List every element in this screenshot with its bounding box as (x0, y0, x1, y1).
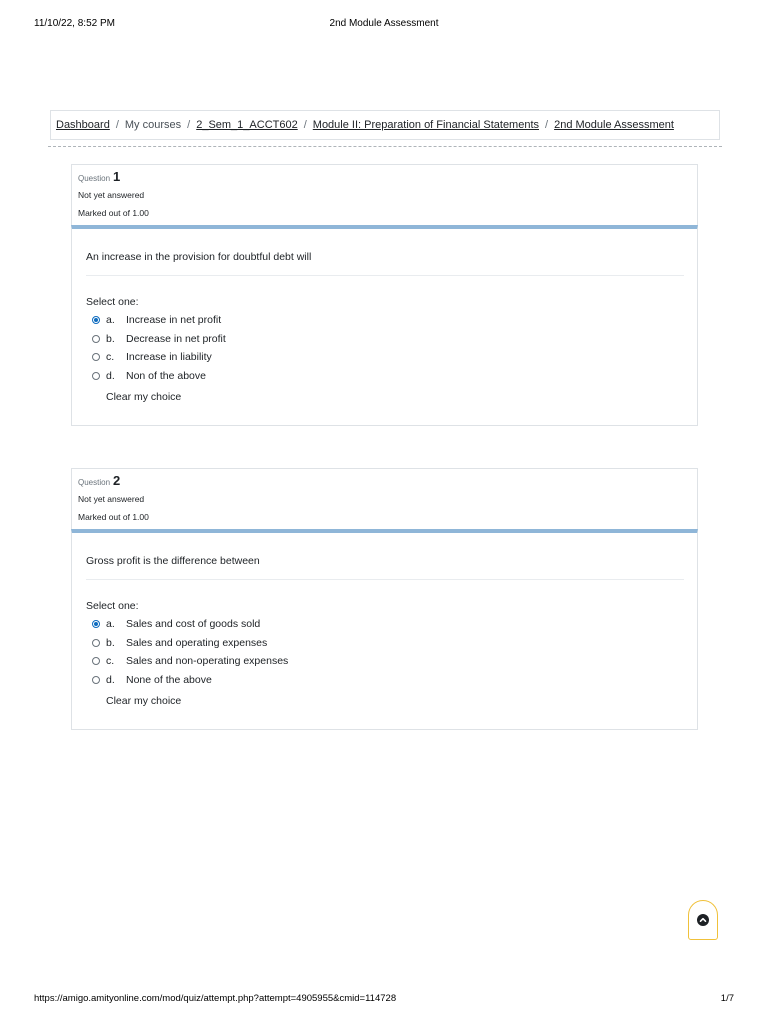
question-number: Question 1 (78, 169, 121, 184)
print-url: https://amigo.amityonline.com/mod/quiz/attempt.php?attempt=4905955&cmid=114728 (34, 993, 397, 1004)
answer-letter: a. (106, 314, 115, 327)
radio-button[interactable] (92, 620, 100, 628)
answer-option-a[interactable] (92, 311, 226, 330)
answer-option-d[interactable] (92, 671, 288, 690)
question-2-content (71, 529, 698, 730)
answer-letter: b. (106, 636, 115, 649)
breadcrumb (50, 110, 720, 140)
print-datetime: 11/10/22, 8:52 PM (34, 18, 115, 29)
question-divider (86, 275, 684, 276)
answer-text: Increase in net profit (126, 314, 222, 327)
question-1-info (71, 164, 698, 226)
clear-choice-button[interactable]: Clear my choice (106, 695, 182, 707)
question-grade: Marked out of 1.00 (78, 512, 149, 522)
chevron-up-icon (697, 914, 709, 926)
question-text: Gross profit is the difference between (86, 555, 260, 567)
breadcrumb-separator: / (187, 119, 191, 131)
answer-letter: c. (106, 351, 115, 364)
answer-letter: c. (106, 655, 115, 668)
print-header (0, 0, 768, 40)
breadcrumb-course[interactable]: 2_Sem_1_ACCT602 (196, 119, 298, 131)
answer-text: Sales and operating expenses (126, 636, 268, 649)
question-divider (86, 579, 684, 580)
question-text: An increase in the provision for doubtful debt will (86, 251, 312, 263)
answer-list (92, 311, 226, 385)
select-one-prompt: Select one: (86, 296, 139, 308)
select-one-prompt: Select one: (86, 600, 139, 612)
breadcrumb-dashboard[interactable]: Dashboard (56, 119, 110, 131)
radio-button[interactable] (92, 657, 100, 665)
answer-option-c[interactable] (92, 652, 288, 671)
answer-letter: b. (106, 332, 115, 345)
answer-option-b[interactable] (92, 330, 226, 349)
answer-text: Increase in liability (126, 351, 212, 364)
answer-text: Decrease in net profit (126, 332, 226, 345)
radio-button[interactable] (92, 353, 100, 361)
answer-text: None of the above (126, 673, 212, 686)
question-grade: Marked out of 1.00 (78, 208, 149, 218)
radio-button[interactable] (92, 372, 100, 380)
question-number: Question 2 (78, 473, 121, 488)
answer-text: Non of the above (126, 369, 206, 382)
breadcrumb-my-courses: My courses (124, 119, 182, 131)
radio-button[interactable] (92, 316, 100, 324)
print-page-title: 2nd Module Assessment (329, 18, 439, 29)
answer-option-b[interactable] (92, 634, 288, 653)
breadcrumb-separator: / (545, 119, 549, 131)
question-2-info (71, 468, 698, 530)
radio-button[interactable] (92, 639, 100, 647)
print-page-number: 1/7 (720, 993, 734, 1004)
answer-option-c[interactable] (92, 348, 226, 367)
answer-letter: d. (106, 673, 115, 686)
question-state: Not yet answered (78, 494, 145, 504)
answer-option-a[interactable] (92, 615, 288, 634)
breadcrumb-separator: / (303, 119, 307, 131)
back-to-top-button[interactable] (688, 900, 718, 940)
answer-list (92, 615, 288, 689)
breadcrumb-assessment[interactable]: 2nd Module Assessment (554, 119, 674, 131)
radio-button[interactable] (92, 676, 100, 684)
radio-button[interactable] (92, 335, 100, 343)
question-1-content (71, 225, 698, 426)
clear-choice-button[interactable]: Clear my choice (106, 391, 182, 403)
question-state: Not yet answered (78, 190, 145, 200)
answer-letter: a. (106, 618, 115, 631)
answer-letter: d. (106, 369, 115, 382)
answer-text: Sales and cost of goods sold (126, 618, 261, 631)
answer-text: Sales and non-operating expenses (126, 655, 289, 668)
header-divider (48, 146, 722, 147)
breadcrumb-separator: / (115, 119, 119, 131)
breadcrumb-module[interactable]: Module II: Preparation of Financial Statements (312, 119, 540, 131)
answer-option-d[interactable] (92, 367, 226, 386)
